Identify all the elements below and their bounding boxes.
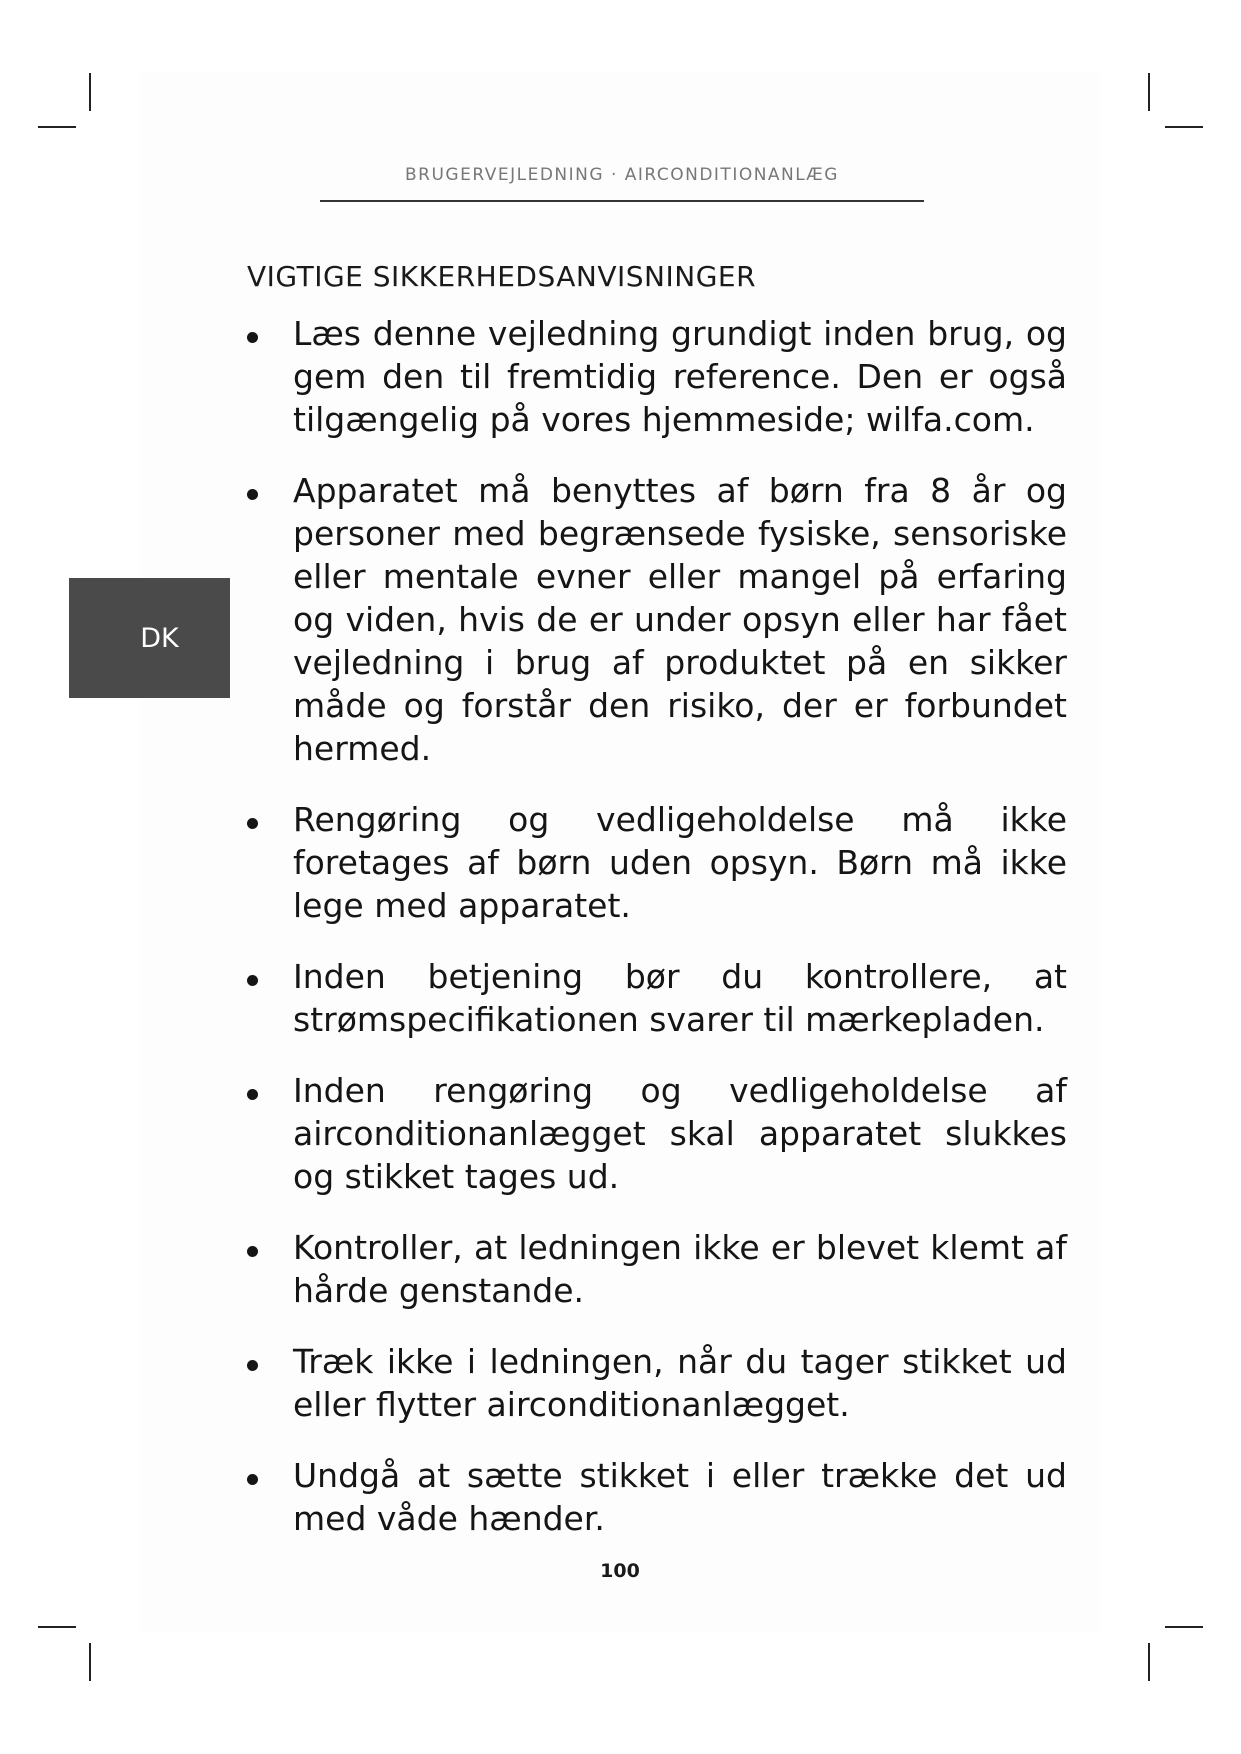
bullet-icon: [247, 1089, 258, 1100]
list-item: [247, 1454, 1067, 1540]
crop-mark-top-right-vertical: [1148, 73, 1150, 111]
rule-text: Undgå at sætte stikket i eller trække det ud med våde hænder.: [293, 1456, 1067, 1538]
list-item: [247, 1226, 1067, 1312]
bullet-icon: [247, 1474, 258, 1485]
running-header: BRUGERVEJLEDNING · AIRCONDITIONANLÆG: [405, 165, 839, 185]
crop-mark-top-right-horizontal: [1165, 126, 1203, 128]
rule-text: Kontroller, at ledningen ikke er blevet klemt af hårde genstande.: [293, 1228, 1067, 1310]
crop-mark-bottom-right-vertical: [1148, 1643, 1150, 1681]
bullet-icon: [247, 1246, 258, 1257]
bullet-icon: [247, 489, 258, 500]
list-item: [247, 312, 1067, 441]
rule-text: Træk ikke i ledningen, når du tager stikket ud eller flytter airconditionanlægget.: [293, 1342, 1067, 1424]
list-item: [247, 1069, 1067, 1198]
bullet-icon: [247, 818, 258, 829]
rule-text: Inden rengøring og vedligeholdelse af airconditionanlægget skal apparatet slukkes og stikket tages ud.: [293, 1071, 1067, 1196]
list-item: [247, 469, 1067, 770]
list-item: [247, 798, 1067, 927]
crop-mark-bottom-left-horizontal: [38, 1626, 76, 1628]
language-tab-label: DK: [140, 622, 179, 654]
crop-mark-top-left-horizontal: [38, 126, 76, 128]
crop-mark-bottom-left-vertical: [89, 1643, 91, 1681]
safety-rules-list: [247, 312, 1067, 1568]
bullet-icon: [247, 332, 258, 343]
rule-text: Læs denne vejledning grundigt inden brug, og gem den til fremtidig reference. Den er også tilgængelig på vores hjemmeside; wilfa.com.: [293, 314, 1067, 439]
bullet-icon: [247, 1360, 258, 1371]
list-item: [247, 955, 1067, 1041]
header-divider: [320, 200, 924, 202]
list-item: [247, 1340, 1067, 1426]
page-number: 100: [600, 1560, 640, 1582]
bullet-icon: [247, 975, 258, 986]
rule-text: Inden betjening bør du kontrollere, at strømspecifikationen svarer til mærkepladen.: [293, 957, 1067, 1039]
section-title: VIGTIGE SIKKERHEDSANVISNINGER: [247, 260, 757, 293]
rule-text: Apparatet må benyttes af børn fra 8 år og personer med begrænsede fysiske, sensoriske eller mentale evner eller mangel på erfaring og viden, hvis de er under opsyn eller har fået vejledning i brug af produktet på en sikker måde og forstår den risiko, der er forbundet hermed.: [293, 471, 1067, 768]
language-tab: [69, 578, 230, 698]
rule-text: Rengøring og vedligeholdelse må ikke foretages af børn uden opsyn. Børn må ikke lege med apparatet.: [293, 800, 1067, 925]
crop-mark-top-left-vertical: [89, 73, 91, 111]
crop-mark-bottom-right-horizontal: [1165, 1626, 1203, 1628]
